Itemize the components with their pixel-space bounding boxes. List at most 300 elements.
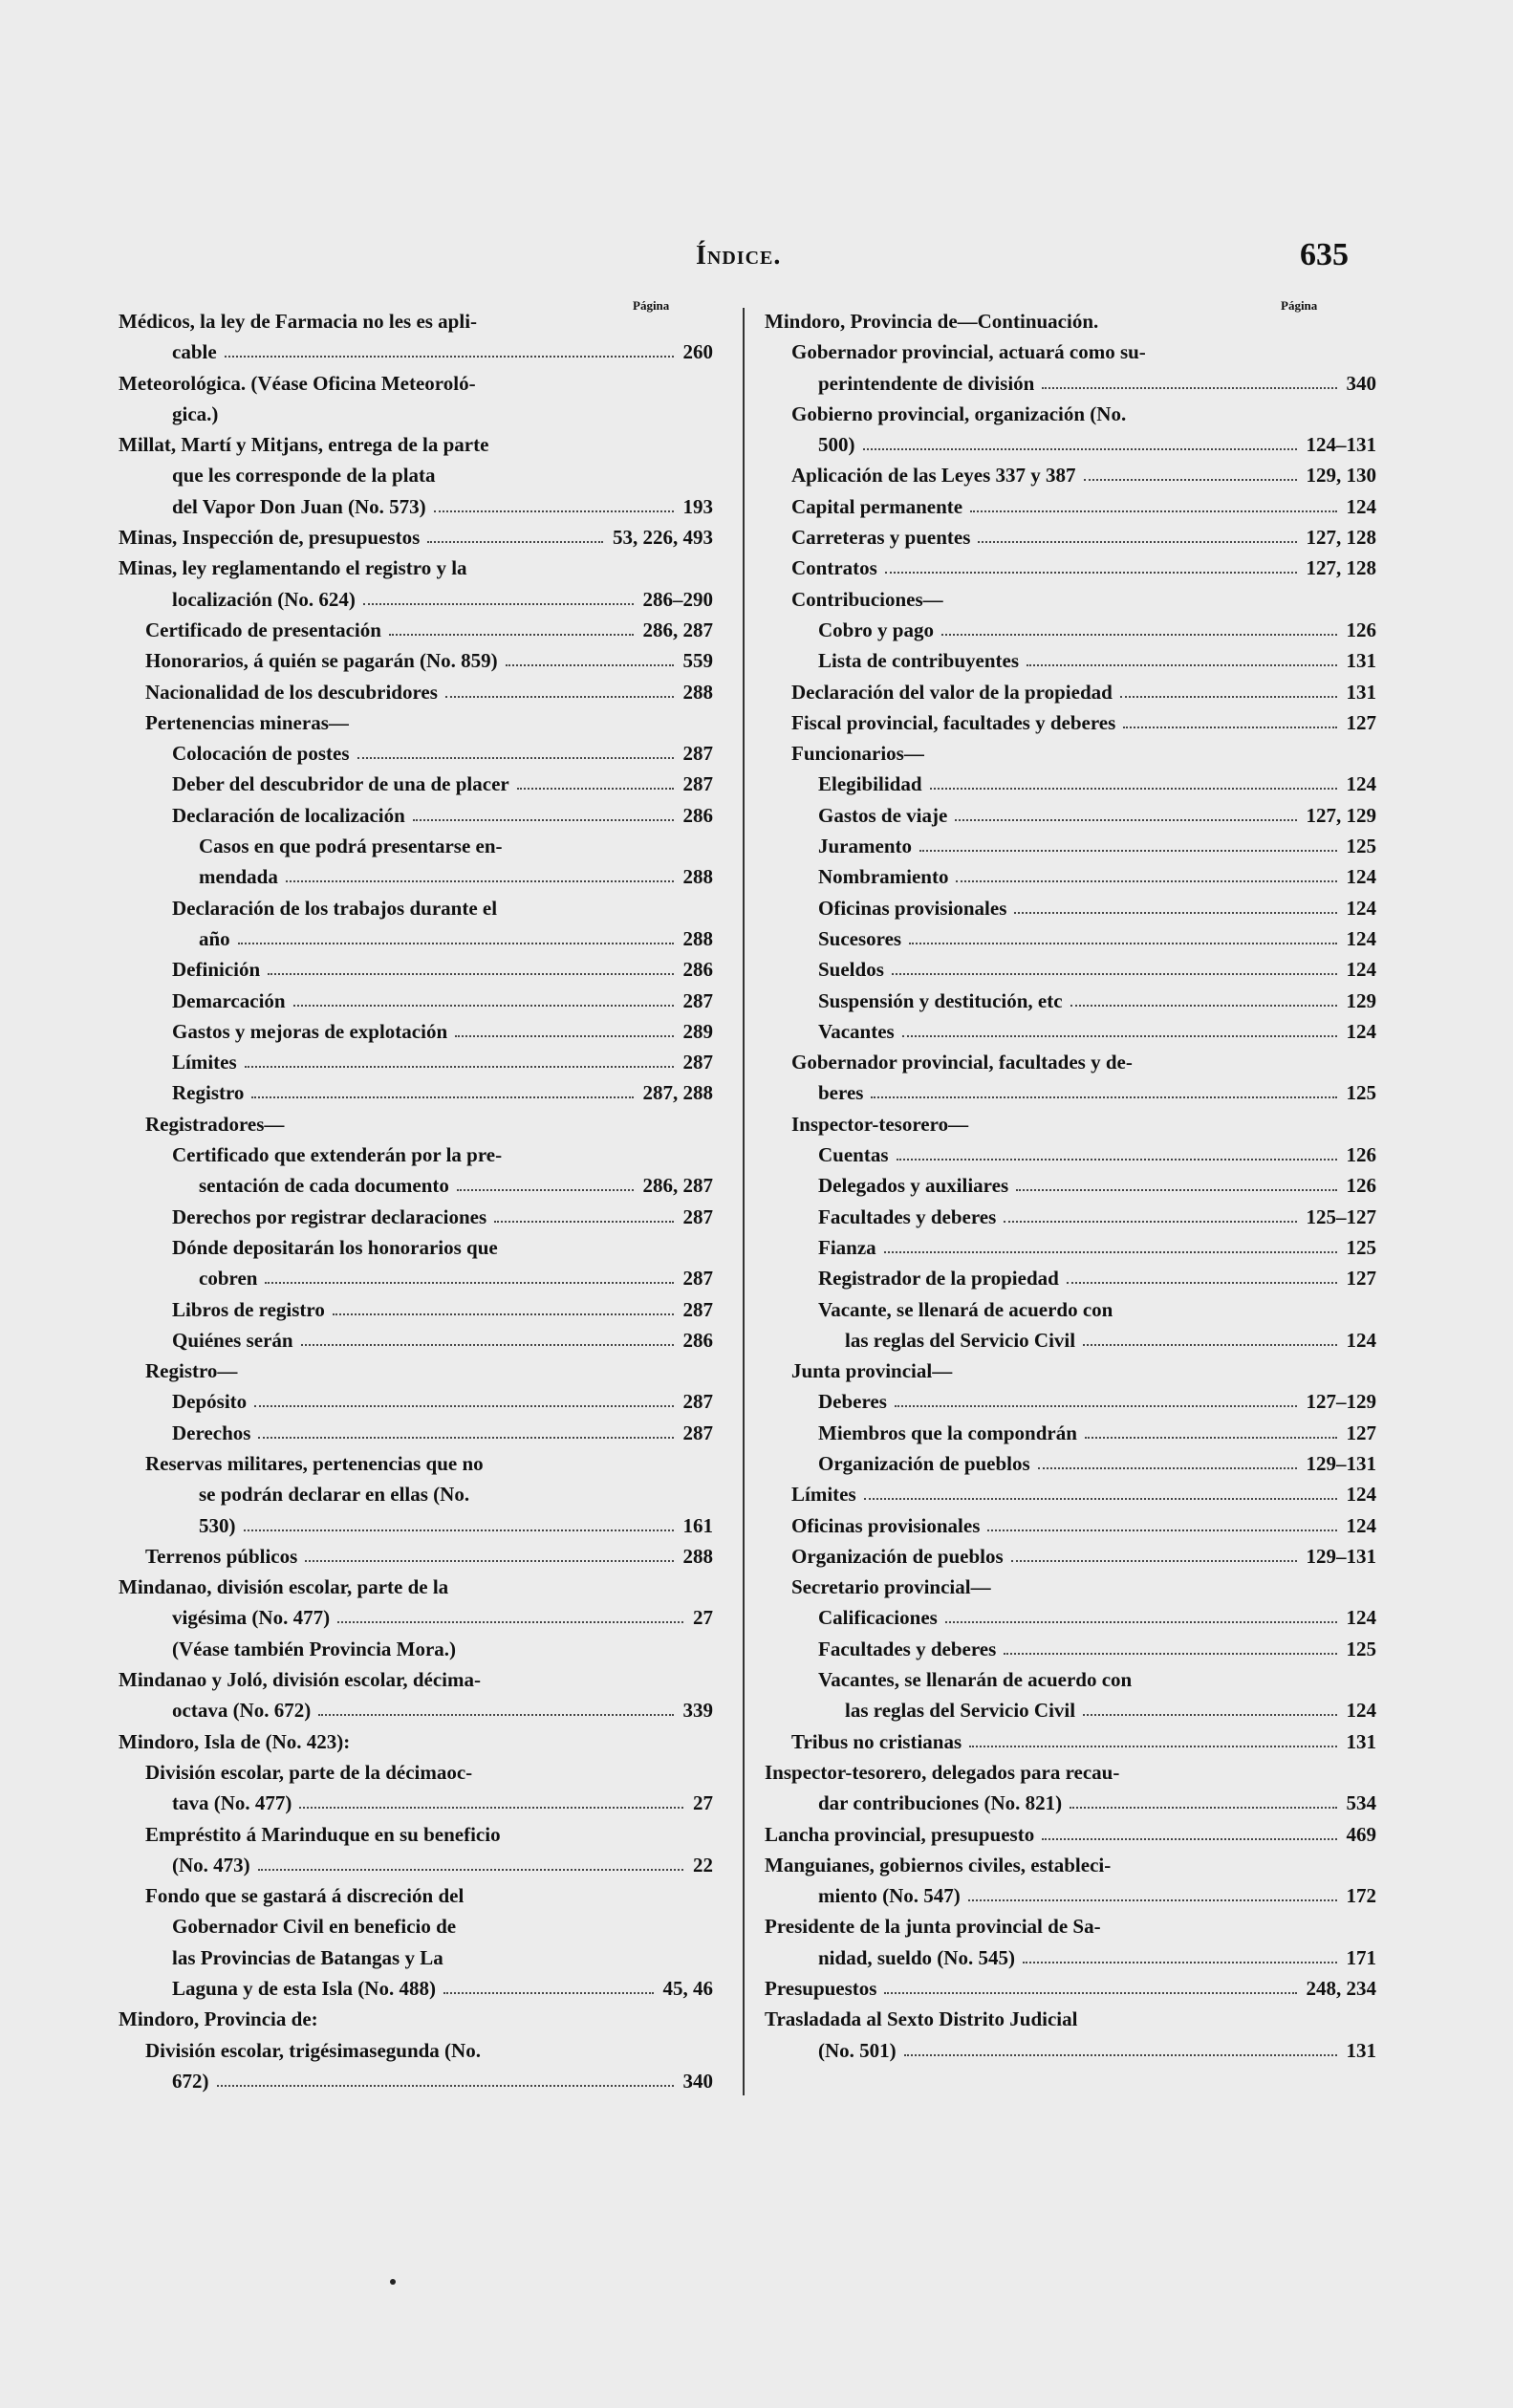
index-entry: [119, 923, 713, 954]
leader-dots: [904, 2054, 1337, 2056]
entry-text: Gobernador provincial, actuará como su-: [791, 340, 1146, 364]
entry-text: Registradores—: [145, 1112, 285, 1136]
entry-page: 287: [682, 772, 713, 796]
index-entry: [119, 1202, 713, 1232]
index-entry: [119, 460, 713, 490]
entry-text: Elegibilidad: [818, 772, 922, 796]
entry-text: Cobro y pago: [818, 618, 934, 641]
entry-text: Junta provincial—: [791, 1359, 953, 1383]
leader-dots: [884, 1992, 1296, 1994]
entry-text: Mindanao y Joló, división escolar, décima-: [119, 1668, 481, 1692]
entry-page: 286: [682, 1328, 713, 1352]
entry-text: Deberes: [818, 1390, 887, 1414]
entry-text: Vacante, se llenará de acuerdo con: [818, 1297, 1113, 1321]
entry-page: 124: [1346, 958, 1376, 982]
entry-page: 287, 288: [642, 1081, 713, 1105]
entry-text: Presupuestos: [765, 1977, 877, 2001]
leader-dots: [238, 943, 674, 944]
leader-dots: [863, 448, 1297, 450]
entry-text: División escolar, parte de la décimaoc-: [145, 1760, 473, 1784]
entry-text: Registro: [172, 1081, 245, 1105]
leader-dots: [945, 1621, 1337, 1623]
entry-text: Empréstito á Marinduque en su beneficio: [145, 1822, 501, 1846]
leader-dots: [333, 1313, 674, 1315]
leader-dots: [895, 1405, 1297, 1407]
leader-dots: [1070, 1005, 1337, 1007]
entry-page: 131: [1346, 649, 1376, 673]
entry-page: 127, 128: [1306, 526, 1376, 550]
entry-text: Calificaciones: [818, 1606, 938, 1630]
index-entry: [765, 1880, 1376, 1911]
leader-dots: [517, 788, 674, 790]
entry-page: 289: [682, 1019, 713, 1043]
entry-page: 124: [1346, 926, 1376, 950]
entry-text: Gastos y mejoras de explotación: [172, 1019, 448, 1043]
entry-text: Terrenos públicos: [145, 1544, 298, 1568]
index-entry: [765, 1448, 1376, 1479]
index-entry: [765, 336, 1376, 367]
leader-dots: [968, 1899, 1337, 1901]
index-entry: [765, 1757, 1376, 1788]
leader-dots: [1004, 1221, 1296, 1223]
entry-page: 260: [682, 340, 713, 364]
entry-page: 125: [1346, 1081, 1376, 1105]
entry-text: Manguianes, gobiernos civiles, estableci-: [765, 1853, 1112, 1877]
index-entry: [119, 954, 713, 985]
index-entry: [765, 553, 1376, 583]
leader-dots: [286, 880, 674, 882]
leader-dots: [265, 1282, 673, 1284]
entry-page: 287: [682, 1390, 713, 1414]
index-entry: [765, 707, 1376, 738]
left-column: [119, 306, 713, 2096]
entry-text: miento (No. 547): [818, 1884, 961, 1908]
leader-dots: [1083, 1344, 1336, 1346]
leader-dots: [1027, 664, 1337, 666]
entry-text: Laguna y de esta Isla (No. 488): [172, 1977, 436, 2001]
entry-text: Tribus no cristianas: [791, 1729, 962, 1753]
index-entry: [119, 522, 713, 553]
entry-page: 127, 129: [1306, 803, 1376, 827]
entry-text: Presidente de la junta provincial de Sa-: [765, 1915, 1101, 1939]
entry-page: 124: [1346, 1606, 1376, 1630]
entry-page: 287: [682, 742, 713, 766]
leader-dots: [258, 1869, 683, 1871]
index-entry: [119, 2035, 713, 2066]
entry-page: 45, 46: [662, 1977, 713, 2001]
entry-text: Quiénes serán: [172, 1328, 293, 1352]
leader-dots: [494, 1221, 673, 1223]
leader-dots: [244, 1529, 674, 1531]
index-entry: [119, 1139, 713, 1170]
entry-text: las Provincias de Batangas y La: [172, 1945, 443, 1969]
index-entry: [765, 1077, 1376, 1108]
entry-page: 469: [1346, 1822, 1376, 1846]
entry-text: Definición: [172, 958, 261, 982]
entry-page: 286: [682, 958, 713, 982]
leader-dots: [337, 1621, 683, 1623]
index-entry: [765, 1479, 1376, 1509]
index-entry: [765, 2004, 1376, 2034]
entry-page: 131: [1346, 1729, 1376, 1753]
index-entry: [765, 1695, 1376, 1725]
index-entry: [765, 1386, 1376, 1417]
entry-text: que les corresponde de la plata: [172, 464, 436, 488]
index-entry: [119, 399, 713, 429]
entry-text: Organización de pueblos: [791, 1544, 1004, 1568]
leader-dots: [1023, 1962, 1337, 1963]
leader-dots: [1070, 1807, 1336, 1809]
entry-text: Fondo que se gastará á discreción del: [145, 1884, 465, 1908]
right-column-heading: Página: [1281, 298, 1318, 313]
leader-dots: [443, 1992, 654, 1994]
entry-text: 500): [818, 433, 855, 457]
leader-dots: [363, 603, 634, 605]
entry-text: Secretario provincial—: [791, 1575, 991, 1599]
entry-text: Contribuciones—: [791, 587, 943, 611]
entry-text: del Vapor Don Juan (No. 573): [172, 494, 426, 518]
entry-text: mendada: [199, 865, 278, 889]
index-entry: [119, 336, 713, 367]
leader-dots: [245, 1066, 674, 1068]
entry-text: Reservas militares, pertenencias que no: [145, 1451, 484, 1475]
entry-page: 124: [1346, 865, 1376, 889]
leader-dots: [970, 510, 1336, 512]
index-entry: [765, 615, 1376, 645]
entry-text: Vacantes, se llenarán de acuerdo con: [818, 1668, 1133, 1692]
index-entry: [765, 1232, 1376, 1263]
entry-text: Registro—: [145, 1359, 238, 1383]
index-entry: [765, 1942, 1376, 1973]
entry-page: 287: [682, 1421, 713, 1444]
leader-dots: [305, 1560, 673, 1562]
entry-text: Certificado que extenderán por la pre-: [172, 1143, 503, 1167]
entry-text: División escolar, trigésimasegunda (No.: [145, 2038, 481, 2062]
entry-text: Fianza: [818, 1235, 876, 1259]
entry-page: 288: [682, 926, 713, 950]
index-entry: [119, 1418, 713, 1448]
entry-text: Funcionarios—: [791, 742, 924, 766]
leader-dots: [1083, 1714, 1336, 1716]
entry-text: Fiscal provincial, facultades y deberes: [791, 710, 1116, 734]
index-entry: [119, 1850, 713, 1880]
entry-text: Oficinas provisionales: [818, 896, 1007, 920]
entry-text: Capital permanente: [791, 494, 963, 518]
index-entry: [119, 306, 713, 336]
index-entry: [765, 399, 1376, 429]
index-entry: [119, 2066, 713, 2096]
leader-dots: [258, 1437, 673, 1439]
index-entry: [119, 1942, 713, 1973]
leader-dots: [978, 541, 1296, 543]
index-entry: [119, 1263, 713, 1293]
entry-page: 340: [1346, 371, 1376, 395]
entry-text: Deber del descubridor de una de placer: [172, 772, 509, 796]
entry-text: Miembros que la compondrán: [818, 1421, 1077, 1444]
index-entry: [765, 923, 1376, 954]
index-entry: [765, 460, 1376, 490]
entry-text: las reglas del Servicio Civil: [845, 1328, 1076, 1352]
entry-text: Gastos de viaje: [818, 803, 948, 827]
entry-text: Organización de pueblos: [818, 1451, 1030, 1475]
leader-dots: [413, 819, 674, 821]
entry-text: dar contribuciones (No. 821): [818, 1791, 1063, 1815]
entry-text: Lancha provincial, presupuesto: [765, 1822, 1035, 1846]
entry-page: 287: [682, 1297, 713, 1321]
entry-text: se podrán declarar en ellas (No.: [199, 1483, 470, 1507]
leader-dots: [884, 1251, 1337, 1253]
index-entry: [765, 2035, 1376, 2066]
index-entry: [765, 584, 1376, 615]
entry-page: 27: [693, 1606, 713, 1630]
leader-dots: [1067, 1282, 1337, 1284]
entry-text: beres: [818, 1081, 864, 1105]
index-entry: [765, 1602, 1376, 1633]
entry-page: 129: [1346, 988, 1376, 1012]
page-header: [0, 237, 1513, 279]
ink-dot: [390, 2279, 396, 2285]
entry-text: localización (No. 624): [172, 587, 356, 611]
entry-page: 534: [1346, 1791, 1376, 1815]
entry-page: 287: [682, 988, 713, 1012]
leader-dots: [318, 1714, 673, 1716]
entry-text: Lista de contribuyentes: [818, 649, 1019, 673]
index-entry: [119, 707, 713, 738]
index-entry: [119, 1819, 713, 1850]
index-entry: [119, 1572, 713, 1602]
entry-text: tava (No. 477): [172, 1791, 292, 1815]
leader-dots: [445, 696, 674, 698]
entry-text: Colocación de postes: [172, 742, 350, 766]
index-entry: [119, 769, 713, 799]
index-entry: [765, 1664, 1376, 1695]
index-entry: [119, 1325, 713, 1356]
entry-page: 125: [1346, 835, 1376, 858]
leader-dots: [1123, 727, 1336, 728]
leader-dots: [225, 356, 674, 358]
leader-dots: [293, 1005, 674, 1007]
entry-text: 530): [199, 1513, 236, 1537]
entry-page: 124: [1346, 1483, 1376, 1507]
entry-text: Pertenencias mineras—: [145, 710, 349, 734]
entry-page: 288: [682, 1544, 713, 1568]
entry-text: Delegados y auxiliares: [818, 1174, 1009, 1198]
leader-dots: [930, 788, 1337, 790]
entry-text: vigésima (No. 477): [172, 1606, 331, 1630]
entry-page: 286, 287: [642, 618, 713, 641]
entry-text: Honorarios, á quién se pagarán (No. 859): [145, 649, 498, 673]
leader-dots: [919, 850, 1337, 852]
entry-page: 288: [682, 680, 713, 704]
leader-dots: [1004, 1653, 1336, 1655]
entry-text: Nombramiento: [818, 865, 949, 889]
entry-text: Dónde depositarán los honorarios que: [172, 1235, 498, 1259]
entry-page: 124: [1346, 1699, 1376, 1723]
index-entry: [765, 893, 1376, 923]
entry-text: Derechos: [172, 1421, 251, 1444]
index-entry: [765, 1294, 1376, 1325]
entry-text: Casos en que podrá presentarse en-: [199, 835, 503, 858]
entry-text: Gobierno provincial, organización (No.: [791, 401, 1127, 425]
index-entry: [765, 1510, 1376, 1541]
index-entry: [119, 1386, 713, 1417]
entry-page: 53, 226, 493: [613, 526, 713, 550]
entry-page: 125: [1346, 1637, 1376, 1660]
index-entry: [765, 1016, 1376, 1047]
entry-text: perintendente de división: [818, 371, 1035, 395]
entry-page: 124: [1346, 1019, 1376, 1043]
leader-dots: [885, 572, 1297, 574]
index-entry: [765, 1109, 1376, 1139]
entry-page: 126: [1346, 618, 1376, 641]
entry-text: gica.): [172, 401, 219, 425]
entry-page: 124–131: [1306, 433, 1376, 457]
leader-dots: [1084, 479, 1297, 481]
index-entry: [119, 1634, 713, 1664]
entry-page: 287: [682, 1051, 713, 1074]
leader-dots: [909, 943, 1336, 944]
index-entry: [119, 1294, 713, 1325]
entry-text: Declaración de localización: [172, 803, 405, 827]
index-entry: [765, 1726, 1376, 1757]
page-title: Índice.: [696, 241, 782, 271]
entry-text: Gobernador provincial, facultades y de-: [791, 1051, 1133, 1074]
index-entry: [765, 1788, 1376, 1818]
leader-dots: [1120, 696, 1337, 698]
index-entry: [119, 1788, 713, 1818]
leader-dots: [457, 1189, 634, 1191]
index-entry: [119, 1973, 713, 2004]
leader-dots: [956, 880, 1336, 882]
index-entry: [765, 1634, 1376, 1664]
entry-text: Demarcación: [172, 988, 286, 1012]
index-entry: [765, 1911, 1376, 1942]
index-entry: [765, 645, 1376, 676]
index-entry: [119, 861, 713, 892]
entry-text: Cuentas: [818, 1143, 889, 1167]
index-entry: [119, 1170, 713, 1201]
entry-text: Certificado de presentación: [145, 618, 381, 641]
index-entry: [119, 1911, 713, 1942]
leader-dots: [389, 634, 634, 636]
index-entry: [119, 553, 713, 583]
entry-page: 126: [1346, 1143, 1376, 1167]
leader-dots: [301, 1344, 674, 1346]
entry-text: Inspector-tesorero, delegados para recau-: [765, 1760, 1120, 1784]
index-entry: [765, 306, 1376, 336]
entry-page: 127, 128: [1306, 556, 1376, 580]
entry-page: 27: [693, 1791, 713, 1815]
index-entry: [765, 1850, 1376, 1880]
leader-dots: [268, 973, 673, 975]
index-entry: [119, 1757, 713, 1788]
entry-page: 129–131: [1306, 1451, 1376, 1475]
index-entry: [765, 1541, 1376, 1572]
index-entry: [765, 368, 1376, 399]
entry-text: Declaración de los trabajos durante el: [172, 896, 498, 920]
leader-dots: [434, 510, 674, 512]
entry-page: 559: [682, 649, 713, 673]
index-entry: [765, 491, 1376, 522]
entry-page: 124: [1346, 1328, 1376, 1352]
leader-dots: [357, 757, 674, 759]
index-entry: [765, 1325, 1376, 1356]
leader-dots: [1011, 1560, 1297, 1562]
entry-text: (No. 473): [172, 1853, 250, 1877]
index-entry: [119, 645, 713, 676]
entry-page: 171: [1346, 1945, 1376, 1969]
index-entry: [119, 1356, 713, 1386]
index-entry: [119, 584, 713, 615]
index-entry: [119, 1047, 713, 1077]
entry-text: Derechos por registrar declaraciones: [172, 1204, 487, 1228]
entry-text: Inspector-tesorero—: [791, 1112, 969, 1136]
leader-dots: [897, 1159, 1337, 1161]
entry-text: Facultades y deberes: [818, 1637, 997, 1660]
entry-text: Depósito: [172, 1390, 248, 1414]
entry-text: Aplicación de las Leyes 337 y 387: [791, 464, 1076, 488]
entry-text: Carreteras y puentes: [791, 526, 971, 550]
entry-page: 129, 130: [1306, 464, 1376, 488]
index-entry: [119, 429, 713, 460]
index-entry: [119, 491, 713, 522]
leader-dots: [955, 819, 1296, 821]
entry-page: 124: [1346, 1513, 1376, 1537]
entry-page: 22: [693, 1853, 713, 1877]
leader-dots: [1014, 912, 1336, 914]
index-entry: [765, 1819, 1376, 1850]
entry-text: Mindoro, Provincia de—Continuación.: [765, 310, 1099, 333]
index-entry: [765, 769, 1376, 799]
entry-text: Sucesores: [818, 926, 902, 950]
index-entry: [765, 861, 1376, 892]
entry-page: 129–131: [1306, 1544, 1376, 1568]
entry-page: 131: [1346, 2038, 1376, 2062]
entry-text: Minas, ley reglamentando el registro y la: [119, 556, 467, 580]
entry-page: 288: [682, 865, 713, 889]
entry-text: Oficinas provisionales: [791, 1513, 981, 1537]
leader-dots: [864, 1498, 1337, 1500]
index-entry: [119, 1109, 713, 1139]
index-entry: [765, 954, 1376, 985]
entry-page: 131: [1346, 680, 1376, 704]
entry-page: 125: [1346, 1235, 1376, 1259]
entry-text: las reglas del Servicio Civil: [845, 1699, 1076, 1723]
index-entry: [765, 800, 1376, 831]
entry-page: 127: [1346, 1421, 1376, 1444]
entry-text: Libros de registro: [172, 1297, 325, 1321]
index-entry: [119, 1726, 713, 1757]
entry-text: Nacionalidad de los descubridores: [145, 680, 438, 704]
entry-text: (Véase también Provincia Mora.): [172, 1637, 457, 1660]
leader-dots: [871, 1096, 1336, 1098]
index-entry: [765, 1356, 1376, 1386]
entry-page: 193: [682, 494, 713, 518]
entry-text: octava (No. 672): [172, 1699, 312, 1723]
entry-text: Mindoro, Provincia de:: [119, 2007, 318, 2031]
leader-dots: [427, 541, 603, 543]
entry-text: Minas, Inspección de, presupuestos: [119, 526, 421, 550]
entry-text: Facultades y deberes: [818, 1204, 997, 1228]
index-entry: [119, 1016, 713, 1047]
entry-page: 161: [682, 1513, 713, 1537]
leader-dots: [1085, 1437, 1337, 1439]
index-entry: [765, 1202, 1376, 1232]
leader-dots: [1016, 1189, 1336, 1191]
entry-text: Meteorológica. (Véase Oficina Meteoroló-: [119, 371, 476, 395]
index-entry: [119, 800, 713, 831]
index-entry: [119, 831, 713, 861]
